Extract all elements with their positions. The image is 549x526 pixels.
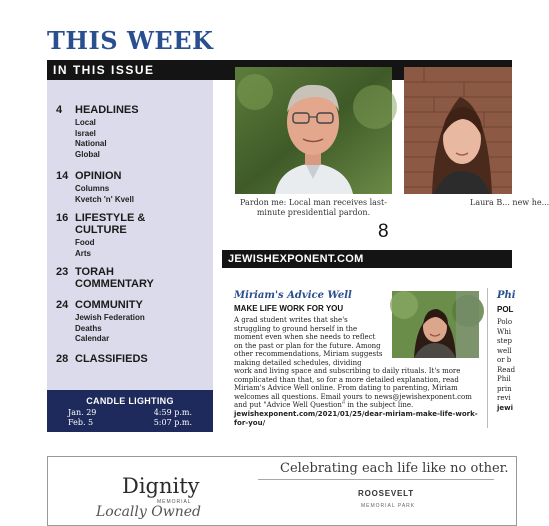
article-line: A grad student writes that she's [234,316,348,324]
toc-section-title: CLASSIFIEDS [75,353,148,365]
article-title[interactable]: Miriam's Advice Well [234,290,352,301]
article-line: step [497,337,513,345]
ad-headline: Celebrating each life like no other. [280,461,509,476]
toc-subsection[interactable]: Kvetch 'n' Kvell [75,194,134,204]
feature-photo-woman[interactable] [404,67,512,194]
article-line: revi [497,394,511,402]
candle-lighting-box [47,390,213,432]
toc-subsections [75,238,95,259]
toc-section-title: TORAH COMMENTARY [75,266,154,290]
candle-lighting-title: CANDLE LIGHTING [86,396,174,406]
toc-page-number: 16 [56,212,69,224]
toc-subsections [75,313,145,345]
article-line: complicated than that, so for a more detailed explanation, read [234,375,459,384]
article-line: or b [497,356,512,364]
article-title-partial[interactable]: Phi [497,290,516,301]
website-bar [222,250,512,268]
article-link[interactable]: jewishexponent.com/2021/01/25/dear-miriam-make-life-work- [234,410,478,418]
candle-date: Feb. 5 [68,418,94,427]
article-subtitle-partial: POL [497,305,514,314]
feature-caption-partial: Laura B... new he... [470,198,549,207]
toc-subsection[interactable]: Local [75,118,96,127]
article-line: making detailed schedules, dividing [234,358,362,367]
article-line: welcomes all questions. Email yours to news@jewishexponent.com [234,392,472,401]
article-line: Miriam's Advice Well online. From dating to parenting, Miriam [234,384,458,392]
article-link[interactable]: for-you/ [234,418,266,427]
toc-section-title: COMMUNITY [75,299,143,311]
in-this-issue-label: IN THIS ISSUE [53,63,155,77]
article-line: on the past or plan for the future. Among [234,341,381,350]
article-link[interactable]: jewi [497,403,514,412]
article-line: Whi [497,327,511,336]
toc-page-number: 23 [56,266,69,278]
toc-subsection[interactable]: Columns [75,184,110,193]
page-title: THIS WEEK [47,26,214,55]
toc-subsection[interactable]: Israel [75,128,96,138]
toc-section-title: HEADLINES [75,104,139,116]
ad-partner-subtitle: MEMORIAL PARK [361,503,416,509]
column-divider [487,288,488,428]
article-line: moment even when she needs to reflect [234,333,376,341]
toc-page-number: 14 [56,170,69,182]
article-line: prin [497,384,512,393]
candle-date: Jan. 29 [68,408,97,417]
toc-subsection[interactable]: Deaths [75,323,102,333]
article-subtitle: MAKE LIFE WORK FOR YOU [234,304,344,313]
article-line: and put "Advice Well Question" in the subject line. [234,401,414,409]
toc-subsection[interactable]: Calendar [75,334,110,343]
article-line: struggling to ground herself in the [234,324,358,333]
article-line: other recommendations, Miriam suggests [234,350,383,358]
toc-page-number: 4 [56,104,63,116]
candle-time: 5:07 p.m. [153,418,192,427]
article-body-partial [497,318,515,413]
article-line: Phil [497,375,511,383]
ad-logo: Dignity [122,474,200,498]
toc-section-title: LIFESTYLE & CULTURE [75,212,146,236]
article-line: Read [497,365,516,374]
toc-section-title: OPINION [75,170,122,182]
toc-subsection[interactable]: National [75,139,107,148]
toc-page-number: 24 [56,299,69,311]
ad-divider [258,479,494,480]
article-line: work and living space and subscribing to daily rituals. It's more [234,367,461,375]
toc-page-number: 28 [56,353,69,365]
article-line: well [497,346,512,355]
toc-subsections [75,118,107,160]
ad-logo-subtitle: MEMORIAL [157,499,192,505]
candle-time: 4:59 p.m. [153,408,192,417]
article-photo-author[interactable] [392,291,479,358]
toc-subsection[interactable]: Global [75,149,100,159]
feature-caption: Pardon me: Local man receives last-minute presidential pardon. [240,198,387,217]
toc-subsection[interactable]: Jewish Federation [75,313,145,322]
toc-subsections [75,184,134,205]
toc-subsection[interactable]: Food [75,238,95,247]
feature-page-number: 8 [378,221,389,242]
website-label[interactable]: JEWISHEXPONENT.COM [228,253,364,265]
feature-photo-man[interactable] [235,67,392,194]
ad-partner-name: ROOSEVELT [358,489,414,498]
toc-subsection[interactable]: Arts [75,248,92,258]
article-line: Polo [497,318,513,326]
table-of-contents [47,80,213,390]
ad-tagline: Locally Owned [96,504,201,520]
